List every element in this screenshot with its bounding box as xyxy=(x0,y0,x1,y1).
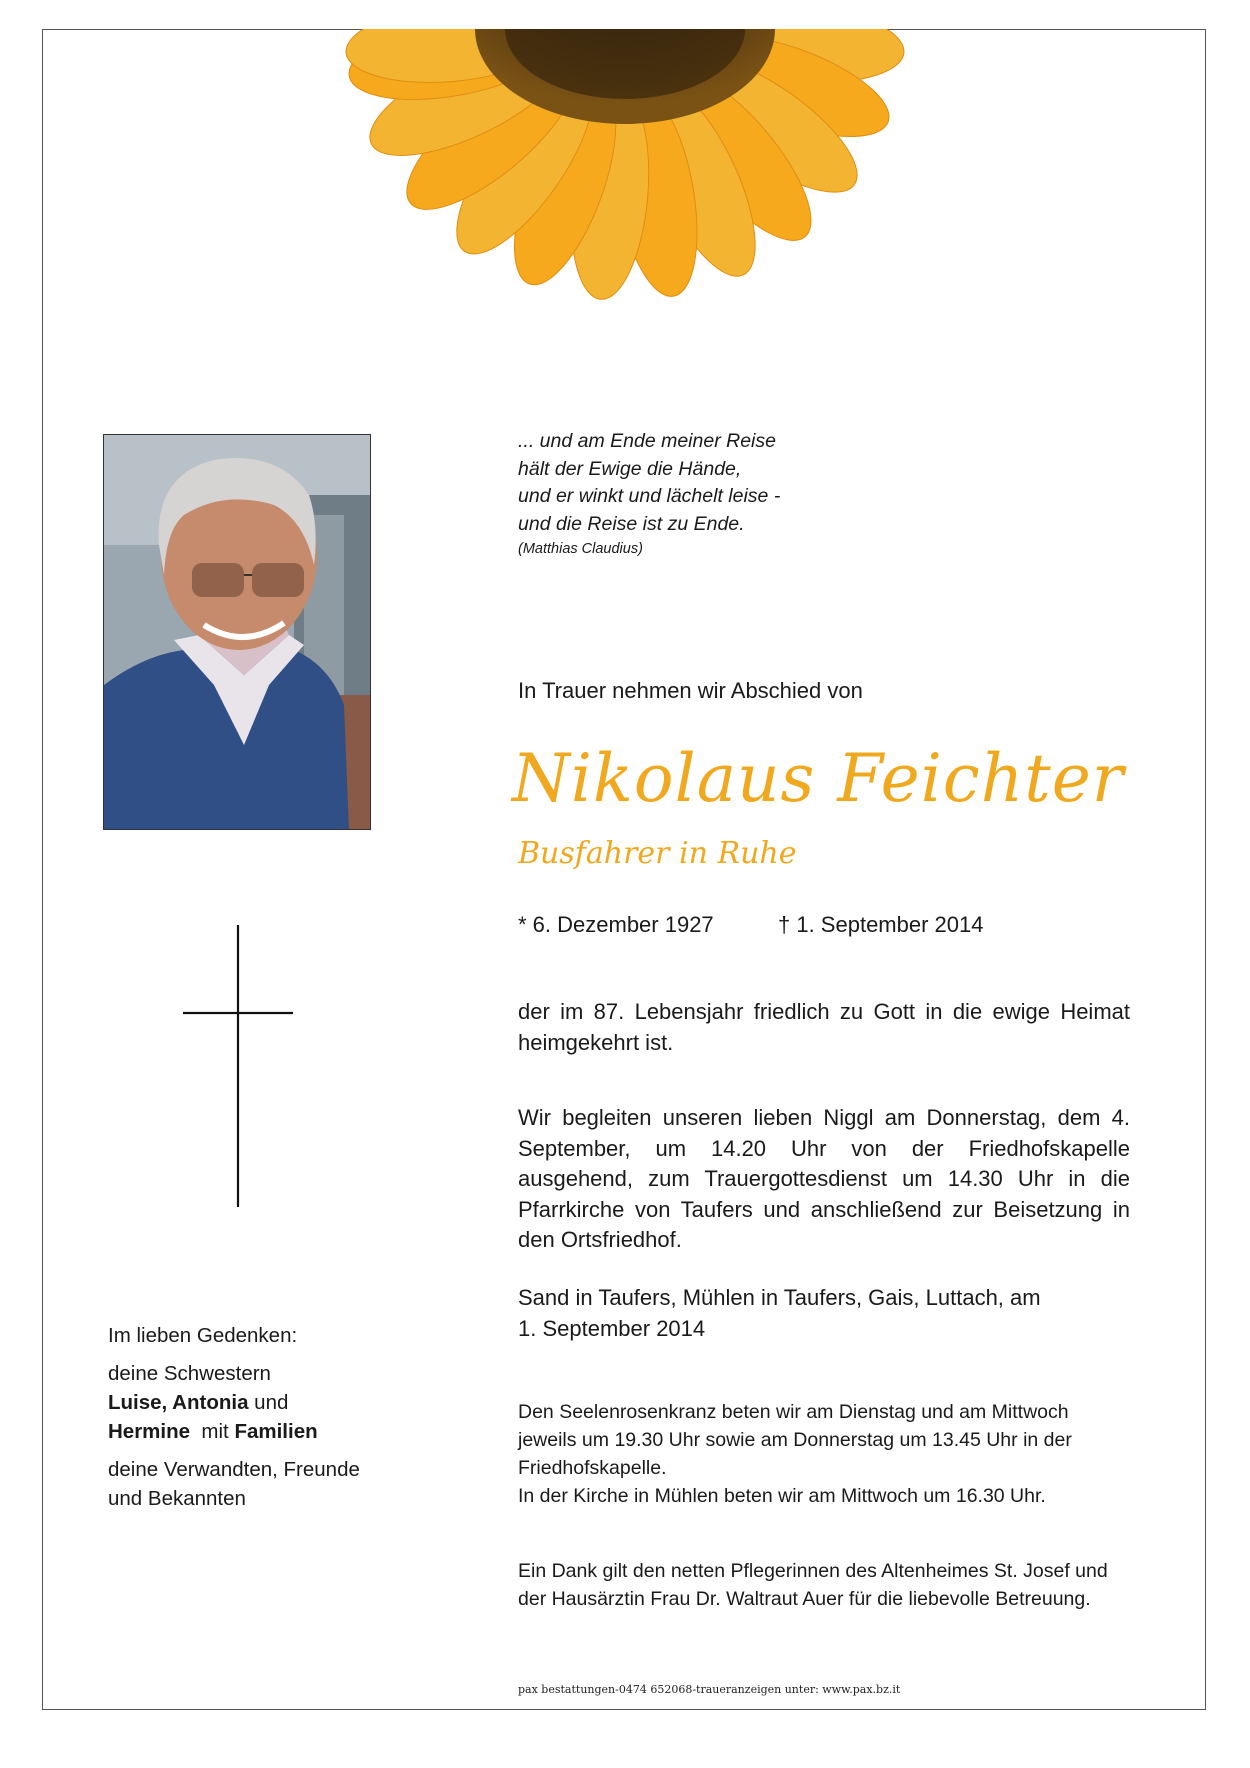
quote-line: hält der Ewige die Hände, xyxy=(518,457,742,480)
deceased-name: Nikolaus Feichter xyxy=(512,740,1125,817)
sisters-intro: deine Schwestern xyxy=(108,1362,271,1385)
conjunction: mit xyxy=(190,1420,235,1443)
conjunction: und xyxy=(248,1391,289,1414)
footer-imprint: pax bestattungen-0474 652068-traueranzeigen unter: www.pax.bz.it xyxy=(518,1683,901,1696)
intro-text: In Trauer nehmen wir Abschied von xyxy=(518,678,863,703)
death-notice-paragraph: der im 87. Lebensjahr friedlich zu Gott in die ewige Heimat heimgekehrt ist. xyxy=(518,999,1130,1055)
birth-date: * 6. Dezember 1927 xyxy=(518,912,714,937)
portrait-photo xyxy=(103,434,371,830)
quote-author: (Matthias Claudius) xyxy=(518,541,643,557)
thanks-line: Ein Dank gilt den netten Pflegerinnen des Altenheimes St. Josef und xyxy=(518,1560,1108,1582)
deceased-occupation: Busfahrer in Ruhe xyxy=(518,836,797,871)
thanks-paragraph xyxy=(518,1557,1158,1613)
mourners-block xyxy=(108,1321,408,1513)
cross-icon xyxy=(183,925,293,1207)
place-date-paragraph xyxy=(518,1283,1130,1344)
quote-line: und die Reise ist zu Ende. xyxy=(518,512,745,535)
date-line: 1. September 2014 xyxy=(518,1315,706,1341)
rosary-line: Friedhofskapelle. xyxy=(518,1457,667,1479)
place-line: Sand in Taufers, Mühlen in Taufers, Gais, Luttach, am xyxy=(518,1285,1041,1310)
quote-line: ... und am Ende meiner Reise xyxy=(518,430,776,452)
relatives-line: deine Verwandten, Freunde xyxy=(108,1458,360,1481)
rosary-line: In der Kirche in Mühlen beten wir am Mittwoch um 16.30 Uhr. xyxy=(518,1485,1046,1507)
life-dates xyxy=(518,912,983,938)
sunflower-image xyxy=(300,29,950,307)
sister-name: Hermine xyxy=(108,1420,191,1443)
sister-family-line xyxy=(108,1417,408,1446)
families-label: Familien xyxy=(234,1420,318,1443)
death-date: † 1. September 2014 xyxy=(778,912,984,937)
sister-names: Luise, Antonia xyxy=(108,1391,249,1414)
rosary-line: jeweils um 19.30 Uhr sowie am Donnerstag um 13.45 Uhr in der xyxy=(518,1429,1072,1451)
quote-block xyxy=(518,428,938,560)
quote-line: und er winkt und lächelt leise - xyxy=(518,485,781,507)
thanks-line: der Hausärztin Frau Dr. Waltraut Auer für die liebevolle Betreuung. xyxy=(518,1588,1091,1610)
relatives-line: und Bekannten xyxy=(108,1487,246,1510)
sisters-line xyxy=(108,1388,408,1417)
rosary-paragraph xyxy=(518,1398,1158,1510)
rosary-line: Den Seelenrosenkranz beten wir am Dienstag und am Mittwoch xyxy=(518,1401,1069,1423)
mourners-heading: Im lieben Gedenken: xyxy=(108,1324,298,1347)
funeral-paragraph: Wir begleiten unseren lieben Niggl am Donnerstag, dem 4. September, um 14.20 Uhr von der Friedhofskapelle ausgehend, zum Trauergottesdienst um 14.30 Uhr in die Pfarrkirche von Taufers und anschließend zur Beisetzung in den Ortsfriedhof. xyxy=(518,1105,1130,1252)
